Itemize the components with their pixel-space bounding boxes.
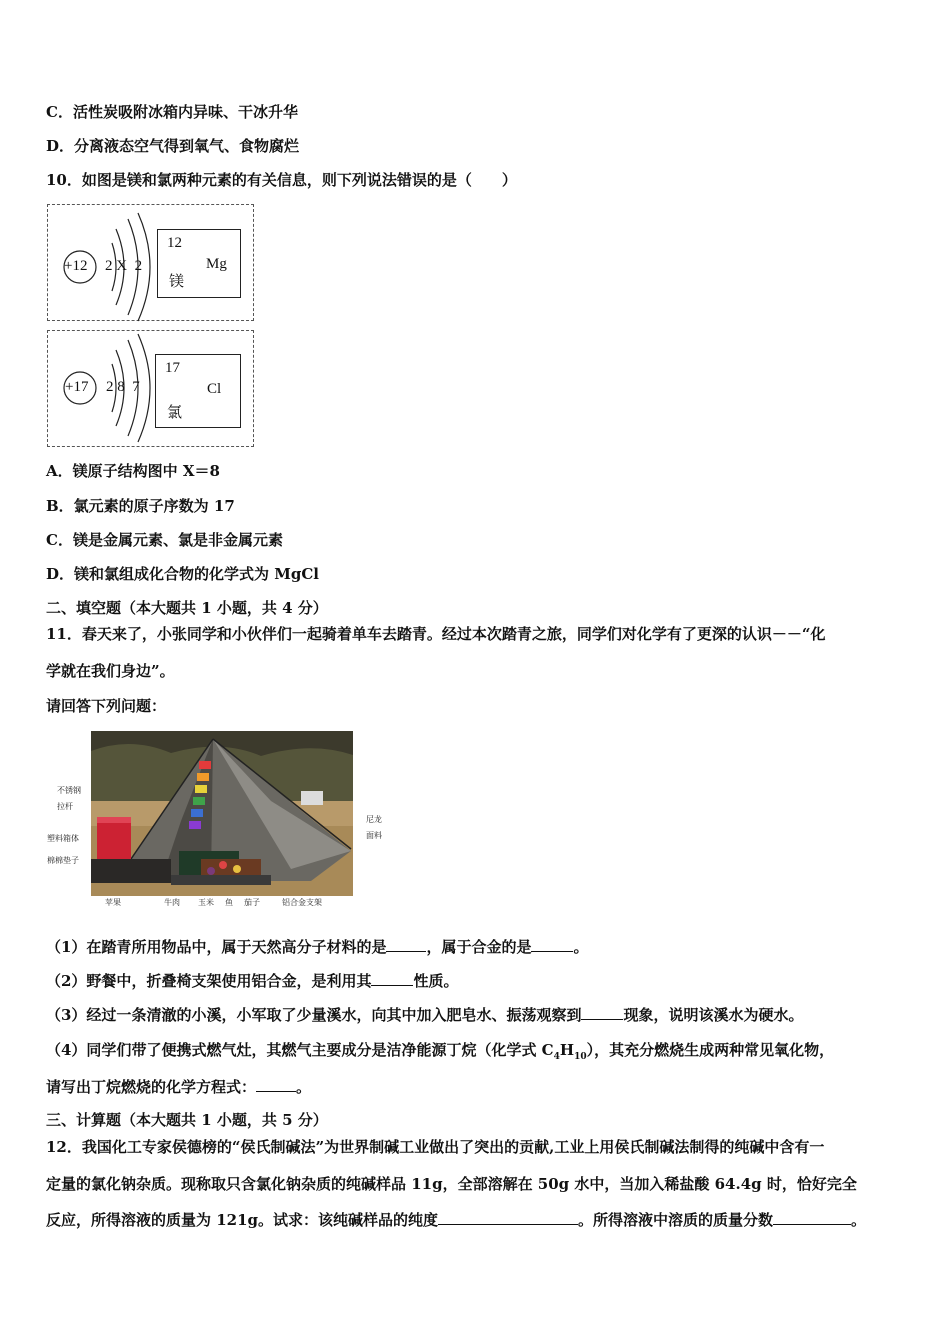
mg-name: 镁 (169, 274, 185, 290)
mg-symbol: Mg (206, 256, 227, 272)
cl-nucleus: +17 (65, 379, 89, 395)
cl-number: 17 (165, 360, 180, 376)
cl-symbol: Cl (207, 381, 222, 397)
q10-option-b: B．氯元素的原子序数为 17 (46, 497, 235, 515)
label-eggplant: 茄子 (244, 898, 260, 907)
q11-sub-2: （2）野餐中，折叠椅支架使用铝合金，是利用其 性质。 (46, 972, 459, 990)
mg-nucleus: +12 (64, 258, 88, 274)
label-fish: 鱼 (225, 898, 233, 907)
camping-scene-image (91, 731, 353, 896)
q10-stem: 10．如图是镁和氯两种元素的有关信息，则下列说法错误的是（ ） (46, 171, 517, 189)
q10-option-d: D．镁和氯组成化合物的化学式为 MgCl (46, 565, 319, 583)
blank-purity[interactable] (438, 1210, 578, 1225)
cl-element-card (155, 354, 241, 428)
q9-option-c: C．活性炭吸附冰箱内异味、干冰升华 (46, 103, 298, 121)
q10-option-a: A．镁原子结构图中 X＝8 (46, 462, 220, 480)
q9-option-d: D．分离液态空气得到氧气、食物腐烂 (46, 137, 300, 155)
blank-1-2[interactable] (531, 937, 573, 952)
label-alloy: 铝合金支架 (282, 898, 322, 907)
q12-line-1: 12．我国化工专家侯德榜的“侯氏制碱法”为世界制碱工业做出了突出的贡献,工业上用侯氏制碱法制得的纯碱中含有一 (46, 1138, 825, 1156)
q12-line-2: 定量的氯化钠杂质。现称取只含氯化钠杂质的纯碱样品 11g，全部溶解在 50g 水中，当加入稀盐酸 64.4g 时，恰好完全 (46, 1175, 857, 1193)
cl-name: 氯 (167, 405, 183, 421)
section-2-title: 二、填空题（本大题共 1 小题，共 4 分） (46, 599, 328, 617)
mg-number: 12 (167, 235, 182, 251)
q11-line-1: 11．春天来了，小张同学和小伙伴们一起骑着单车去踏青。经过本次踏青之旅，同学们对化学有了更深的认识－－“化 (46, 625, 826, 643)
q11-sub-3: （3）经过一条清澈的小溪，小军取了少量溪水，向其中加入肥皂水、振荡观察到 现象，说明该溪水为硬水。 (46, 1006, 804, 1024)
section-3-title: 三、计算题（本大题共 1 小题，共 5 分） (46, 1111, 328, 1129)
label-beef: 牛肉 (164, 898, 180, 907)
blank-4[interactable] (256, 1077, 296, 1092)
q11-line-2: 学就在我们身边”。 (46, 662, 175, 680)
camping-photo (91, 731, 353, 896)
mg-element-card (157, 229, 241, 298)
label-fabric: 面料 (366, 831, 382, 840)
blank-mass-fraction[interactable] (773, 1210, 851, 1225)
q12-line-3: 反应，所得溶液的质量为 121g。试求：该纯碱样品的纯度 。所得溶液中溶质的质量分数 。 (46, 1211, 867, 1229)
q11-sub-1: （1）在踏青所用物品中，属于天然高分子材料的是 ，属于合金的是 。 (46, 938, 589, 956)
label-rod: 拉杆 (57, 802, 73, 811)
q11-prompt: 请回答下列问题： (46, 697, 167, 715)
q11-sub-4: （4）同学们带了便携式燃气灶，其燃气主要成分是洁净能源丁烷（化学式 $C_4H_{10}$），其充分燃烧生成两种常见氧化物， (46, 1041, 835, 1062)
q11-sub-4-cont: 请写出丁烷燃烧的化学方程式： 。 (46, 1078, 312, 1096)
cl-info-box (47, 330, 254, 447)
blank-3[interactable] (581, 1005, 623, 1020)
mg-info-box (47, 204, 254, 321)
q10-option-c: C．镁是金属元素、氯是非金属元素 (46, 531, 283, 549)
blank-1-1[interactable] (386, 937, 426, 952)
label-corn: 玉米 (198, 898, 214, 907)
cl-shells: 2 8 7 (106, 379, 140, 395)
label-apple: 苹果 (105, 898, 121, 907)
blank-2[interactable] (371, 971, 413, 986)
label-plastic-box: 塑料箱体 (47, 834, 79, 843)
label-nylon: 尼龙 (366, 815, 382, 824)
mg-shells: 2 X 2 (105, 258, 143, 274)
label-cotton-mat: 棉棉垫子 (47, 856, 79, 865)
label-steel: 不锈钢 (57, 786, 81, 795)
